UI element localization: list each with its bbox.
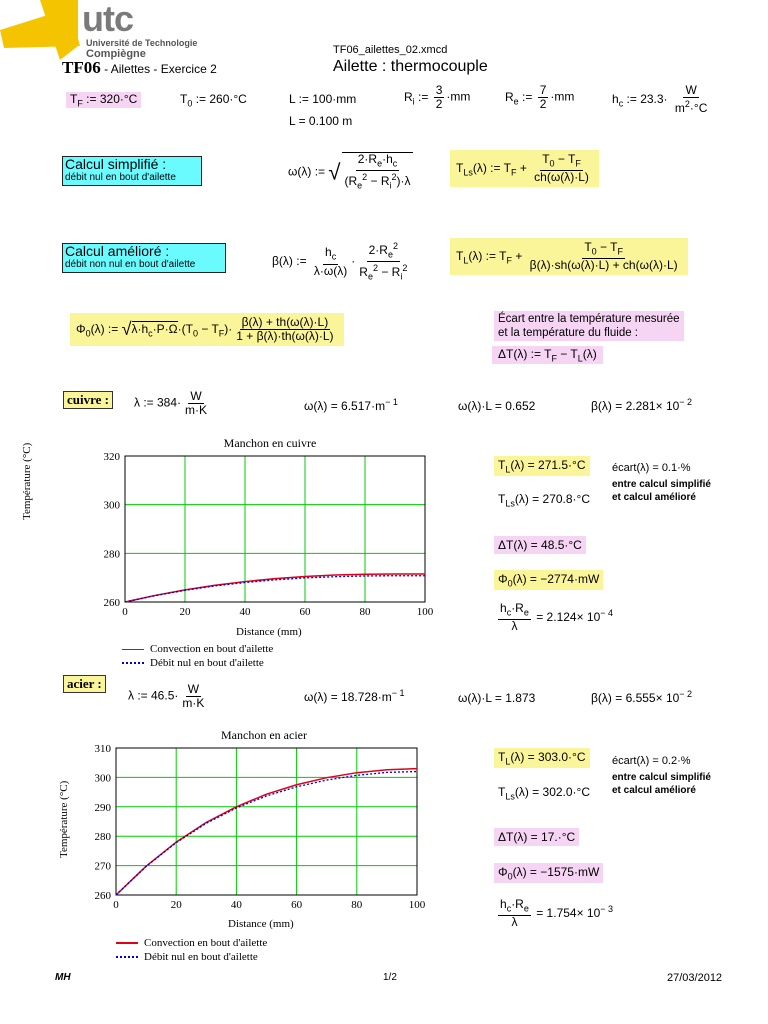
- param-L: L := 100·mm: [289, 92, 357, 106]
- cuivre-chart-xlabel: Distance (mm): [236, 626, 302, 638]
- x-tick-label: 40: [239, 606, 251, 618]
- re-unit: ·mm: [550, 89, 575, 104]
- deltat-definition: ΔT(λ) := $T_F - T_L(\lambda)$: [492, 346, 603, 364]
- sqrt-sign: √: [328, 159, 341, 185]
- footer-initials: MH: [55, 972, 71, 983]
- course-code: TF06: [62, 58, 101, 77]
- phi-root: $\lambda\cdot h_c\cdot P\cdot\Omega$: [131, 321, 178, 339]
- tls-num: $T_0 - T_F$: [540, 153, 583, 171]
- simple-title: Calcul simplifié :: [65, 156, 167, 172]
- acier-chart: [60, 738, 440, 910]
- beta-frac2: [357, 240, 409, 284]
- cuivre-ecart: écart(λ) = 0.1·%: [612, 462, 691, 474]
- param-hc: [612, 84, 711, 115]
- acier-lambda-lhs: λ := 46.5·: [128, 688, 179, 703]
- cuivre-deltat-result: ΔT(λ) = 48.5·°C: [494, 536, 586, 554]
- cuivre-phi-result: $\Phi_0(\lambda) = -2774\cdot mW$: [494, 570, 603, 590]
- y-tick-label: 270: [94, 860, 111, 873]
- cuivre-legend: [122, 642, 273, 670]
- acier-deltat-result: ΔT(λ) = 17.·°C: [494, 828, 579, 846]
- x-tick-label: 0: [113, 899, 119, 910]
- legend-label: Convection en bout d'ailette: [150, 643, 274, 655]
- footer-date: 27/03/2012: [667, 972, 723, 984]
- cuivre-chart-title: Manchon en cuivre: [223, 436, 317, 450]
- course-subtitle: - Ailettes - Exercice 2: [104, 62, 217, 76]
- cuivre-badge: cuivre :: [63, 391, 113, 409]
- x-tick-label: 80: [351, 899, 363, 910]
- y-tick-label: 290: [94, 801, 111, 814]
- ecart-note-line1: Écart entre la température mesurée: [498, 313, 680, 325]
- beta-den2: $R_e^2 - R_i^2$: [359, 263, 408, 282]
- simple-subtitle: débit nul en bout d'ailette: [65, 172, 176, 183]
- cuivre-omegaL: ω(λ)·L = 0.652: [458, 399, 536, 413]
- acier-chart-xlabel: Distance (mm): [228, 918, 294, 930]
- x-tick-label: 40: [230, 899, 242, 910]
- phi-mid: $\cdot(T_0 - T_F)\cdot$: [177, 321, 233, 339]
- beta-definition: β(λ) := $\frac{h_c}{\lambda\cdot\omega(\lambda)}$ · $\frac{2\cdot R_e^2}{R_e^2 - R_i^2}$: [272, 241, 408, 282]
- logo-text: utc: [82, 0, 133, 39]
- param-tf: $T_F$ := 320·°C: [66, 92, 141, 108]
- doc-title-block: [62, 58, 217, 78]
- page-title: Ailette : thermocouple: [333, 58, 488, 75]
- beta-lhs: β(λ) :=: [272, 254, 307, 269]
- x-tick-label: 100: [408, 899, 426, 910]
- re-lhs: $R_e$ :=: [505, 89, 533, 107]
- cuivre-ratio-num: $h_c\cdot R_e$: [498, 602, 531, 620]
- acier-chart-title: Manchon en acier: [221, 728, 307, 742]
- improved-section-box: [62, 243, 226, 273]
- param-t0: $T_0$ := 260·°C: [180, 92, 247, 109]
- utc-logo: [0, 0, 200, 64]
- plot-frame: [116, 748, 417, 895]
- tl-lhs: $T_L(\lambda)$ := $T_F$ +: [456, 248, 523, 266]
- ri-unit: ·mm: [446, 89, 471, 104]
- omega-lhs: ω(λ) :=: [288, 164, 326, 179]
- acier-ratio-den: λ: [511, 915, 518, 930]
- acier-ecart-note1: entre calcul simplifié: [612, 772, 711, 783]
- cuivre-ecart-note2: et calcul amélioré: [612, 492, 696, 503]
- phi-definition: [70, 313, 344, 346]
- logo-line1: Université de Technologie: [86, 38, 198, 48]
- y-tick-label: 310: [94, 743, 111, 755]
- phi-frac: [234, 316, 335, 343]
- omega-frac: [342, 152, 412, 193]
- acier-lambda-frac: [180, 683, 206, 710]
- cuivre-tls-result: $T_{Ls}(\lambda) = 270.8\cdot^\circ C$: [498, 492, 591, 509]
- acier-lambda-num: W: [187, 682, 200, 696]
- legend-swatch-solid: [116, 942, 138, 944]
- acier-omegaL: ω(λ)·L = 1.873: [458, 691, 536, 705]
- legend-swatch-dotted: [122, 662, 144, 664]
- phi-sqrt-sign: √: [121, 319, 132, 339]
- re-num: 7: [539, 83, 547, 97]
- legend-swatch-solid: [122, 649, 144, 650]
- acier-badge: acier :: [63, 675, 106, 693]
- acier-ecart-note2: et calcul amélioré: [612, 785, 696, 796]
- cuivre-lambda-den: m·K: [185, 403, 208, 417]
- cuivre-chart: [60, 445, 440, 645]
- acier-legend-item-convection: [116, 936, 267, 950]
- legend-swatch-dotted: [116, 956, 138, 958]
- acier-ratio-frac: [498, 898, 531, 929]
- acier-lambda-den: m·K: [182, 696, 205, 710]
- legend-label: Débit nul en bout d'ailette: [144, 951, 258, 963]
- acier-beta: $\beta(\lambda) = 6.555\times 10^{- 2}$: [591, 689, 693, 705]
- logo-line2: Compiègne: [86, 48, 146, 60]
- param-re: [505, 84, 574, 111]
- y-tick-label: 260: [94, 890, 111, 902]
- re-frac: [538, 84, 549, 111]
- acier-ratio: [496, 898, 613, 929]
- tls-frac: [532, 153, 591, 184]
- cuivre-legend-item-convection: [122, 642, 273, 656]
- x-tick-label: 60: [299, 606, 311, 618]
- ri-lhs: $R_i$ :=: [404, 89, 429, 107]
- acier-ratio-value: = $1.754\times 10^{- 3}$: [536, 903, 614, 920]
- y-tick-label: 300: [94, 772, 111, 785]
- tl-definition: [450, 238, 688, 275]
- acier-tl-result: $T_L(\lambda) = 303.0\cdot^\circ C$: [494, 748, 590, 768]
- acier-phi-result: $\Phi_0(\lambda) = -1575\cdot mW$: [494, 863, 603, 883]
- filename: TF06_ailettes_02.xmcd: [333, 44, 448, 56]
- cuivre-lambda: [134, 390, 211, 417]
- acier-legend-item-debit: [116, 950, 267, 964]
- ecart-note: [494, 311, 684, 341]
- acier-ecart: écart(λ) = 0.2·%: [612, 755, 691, 767]
- plot-frame: [125, 456, 425, 602]
- ri-frac: [434, 84, 445, 111]
- tl-frac: [528, 241, 680, 272]
- acier-tls-result: $T_{Ls}(\lambda) = 302.0\cdot^\circ C$: [498, 785, 591, 802]
- cuivre-tl-result: $T_L(\lambda) = 271.5\cdot^\circ C$: [494, 456, 590, 476]
- legend-label: Convection en bout d'ailette: [144, 937, 268, 949]
- tls-den: ch(ω(λ)·L): [534, 170, 589, 185]
- acier-ratio-num: $h_c\cdot R_e$: [498, 898, 531, 916]
- y-tick-label: 260: [103, 597, 120, 609]
- omega-num: $2\cdot R_e\cdot h_c$: [356, 153, 400, 171]
- acier-omega: $\omega(\lambda) = 18.728\cdot m^{- 1}$: [304, 688, 405, 704]
- ri-num: 3: [435, 83, 443, 97]
- footer-page: 1/2: [383, 972, 397, 983]
- acier-legend: [116, 936, 267, 964]
- hc-lhs: $h_c$ := 23.3·: [612, 91, 668, 109]
- ri-den: 2: [435, 97, 443, 111]
- legend-label: Débit nul en bout d'ailette: [150, 657, 264, 669]
- phi-num: β(λ) + th(ω(λ)·L): [241, 315, 329, 329]
- phi-den: 1 + β(λ)·th(ω(λ)·L): [236, 329, 334, 343]
- cuivre-lambda-frac: [183, 390, 209, 417]
- hc-den: $m^2\cdot^\circ C$: [674, 99, 708, 115]
- cuivre-ratio-den: λ: [511, 619, 518, 634]
- tl-num: $T_0 - T_F$: [582, 241, 625, 259]
- y-tick-label: 280: [103, 548, 120, 561]
- x-tick-label: 60: [291, 899, 303, 910]
- beta-num1: $h_c$: [323, 246, 338, 264]
- acier-lambda: [128, 683, 208, 710]
- simple-section-box: [62, 156, 202, 186]
- improved-title: Calcul amélioré :: [65, 243, 170, 259]
- cuivre-ratio: [496, 602, 613, 633]
- cuivre-lambda-num: W: [190, 389, 202, 403]
- x-tick-label: 100: [416, 606, 434, 618]
- cuivre-legend-item-debit: [122, 656, 273, 670]
- series-convection-line: [125, 574, 425, 602]
- beta-frac1: [312, 246, 349, 277]
- series-debit-nul-line: [116, 772, 417, 895]
- cuivre-ecart-note1: entre calcul simplifié: [612, 479, 711, 490]
- beta-num2: $2\cdot R_e^2$: [367, 240, 400, 262]
- x-tick-label: 80: [359, 606, 371, 618]
- cuivre-ratio-value: = $2.124\times 10^{- 4}$: [536, 607, 614, 624]
- re-den: 2: [539, 97, 547, 111]
- param-L-value: L = 0.100 m: [289, 114, 353, 128]
- cuivre-ratio-frac: [498, 602, 531, 633]
- param-ri: [404, 84, 470, 111]
- cuivre-omega: $\omega(\lambda) = 6.517\cdot m^{- 1}$: [304, 397, 398, 413]
- omega-definition: [288, 152, 415, 193]
- cuivre-lambda-lhs: λ := 384·: [134, 395, 182, 410]
- x-tick-label: 20: [170, 899, 182, 910]
- improved-subtitle: débit non nul en bout d'ailette: [65, 259, 196, 270]
- series-convection-line: [116, 769, 417, 895]
- beta-den1: λ·ω(λ): [313, 263, 348, 278]
- y-tick-label: 320: [103, 451, 120, 463]
- hc-frac: [673, 84, 709, 115]
- omega-den: $(R_e^2 - R_i^2)\cdot\lambda$: [344, 172, 411, 191]
- y-tick-label: 280: [94, 831, 111, 844]
- tl-den: β(λ)·sh(ω(λ)·L) + ch(ω(λ)·L): [529, 258, 678, 273]
- tls-definition: [450, 150, 599, 187]
- series-debit-nul-line: [125, 576, 425, 602]
- phi-lhs: $\Phi_0(\lambda)$ :=: [76, 321, 119, 339]
- cuivre-beta: $\beta(\lambda) = 2.281\times 10^{- 2}$: [591, 397, 693, 413]
- tls-lhs: $T_{Ls}(\lambda)$ := $T_F$ +: [456, 160, 527, 178]
- y-tick-label: 300: [103, 499, 120, 512]
- ecart-note-line2: et la température du fluide :: [498, 327, 638, 339]
- hc-num: W: [685, 83, 697, 97]
- x-tick-label: 0: [122, 606, 128, 618]
- x-tick-label: 20: [179, 606, 191, 618]
